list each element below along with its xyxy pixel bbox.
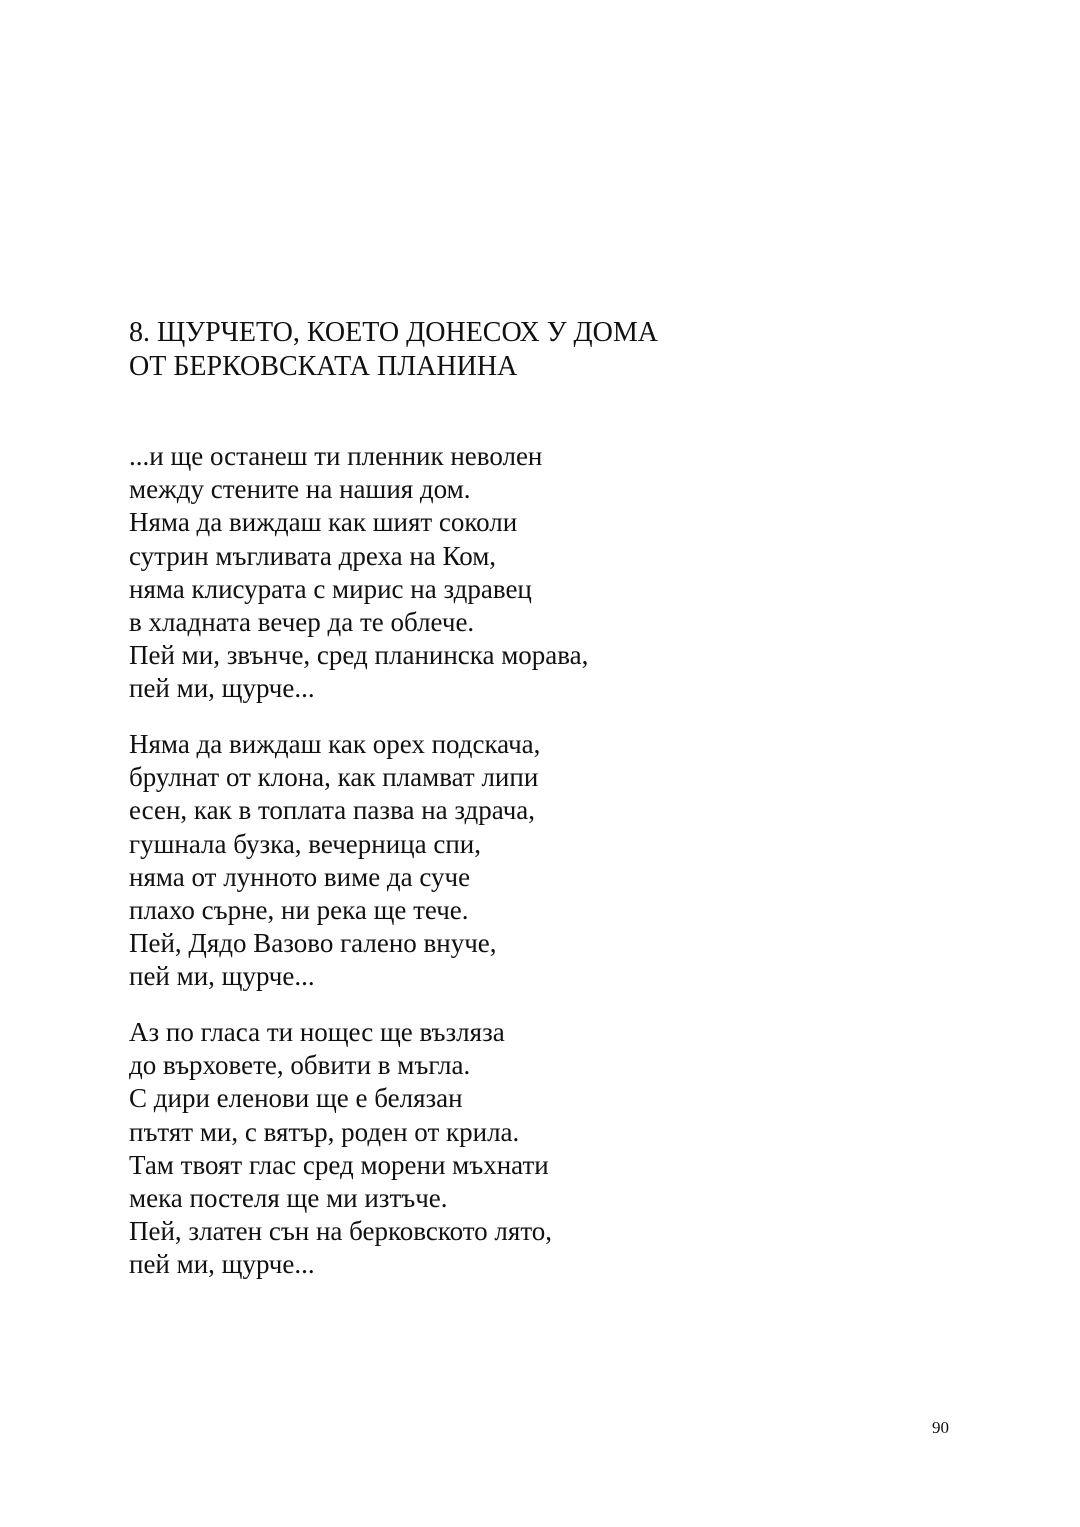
verse-line: Пей, Дядо Вазово галено внуче, xyxy=(129,928,497,959)
stanza-1 xyxy=(129,440,949,706)
poem-title xyxy=(129,316,949,384)
verse-line: пей ми, щурче... xyxy=(129,673,315,704)
verse-line: между стените на нашия дом. xyxy=(129,474,471,505)
verse-line: Аз по гласа ти нощес ще възляза xyxy=(129,1017,505,1047)
verse-line: Няма да виждаш как шият соколи xyxy=(129,507,518,538)
verse-line: сутрин мъгливата дреха на Ком, xyxy=(129,540,497,571)
verse-line: плахо сърне, ни река ще тече. xyxy=(129,895,469,926)
verse-line: гушнала бузка, вечерница спи, xyxy=(129,828,481,859)
stanza-2 xyxy=(129,728,949,994)
verse-line: Няма да виждаш как орех подскача, xyxy=(129,729,541,759)
verse-line: С дири еленови ще е белязан xyxy=(129,1083,463,1114)
verse-line: пътят ми, с вятър, роден от крила. xyxy=(129,1116,520,1147)
verse-line: Пей, златен сън на берковското лято, xyxy=(129,1216,553,1247)
verse-line: Там твоят глас сред морени мъхнати xyxy=(129,1149,549,1180)
verse-line: ...и ще останеш ти пленник неволен xyxy=(129,441,543,471)
verse-line: мека постеля ще ми изтъче. xyxy=(129,1183,448,1214)
verse-line: пей ми, щурче... xyxy=(129,1249,315,1280)
verse-line: пей ми, щурче... xyxy=(129,961,315,992)
verse-line: до върховете, обвити в мъгла. xyxy=(129,1050,471,1081)
verse-line: няма клисурата с мирис на здравец xyxy=(129,573,532,604)
page-number: 90 xyxy=(932,1418,949,1437)
poem-title-line: 8. ЩУРЧЕТО, КОЕТО ДОНЕСОХ У ДОМА xyxy=(129,317,658,348)
verse-line: няма от лунното виме да суче xyxy=(129,861,471,892)
verse-line: есен, как в топлата пазва на здрача, xyxy=(129,795,536,826)
verse-line: брулнат от клона, как пламват липи xyxy=(129,762,539,793)
verse-line: Пей ми, звънче, сред планинска морава, xyxy=(129,640,589,671)
stanza-3 xyxy=(129,1016,949,1282)
verse-line: в хладната вечер да те облече. xyxy=(129,607,475,638)
poem-title-line: ОТ БЕРКОВСКАТА ПЛАНИНА xyxy=(129,351,518,382)
